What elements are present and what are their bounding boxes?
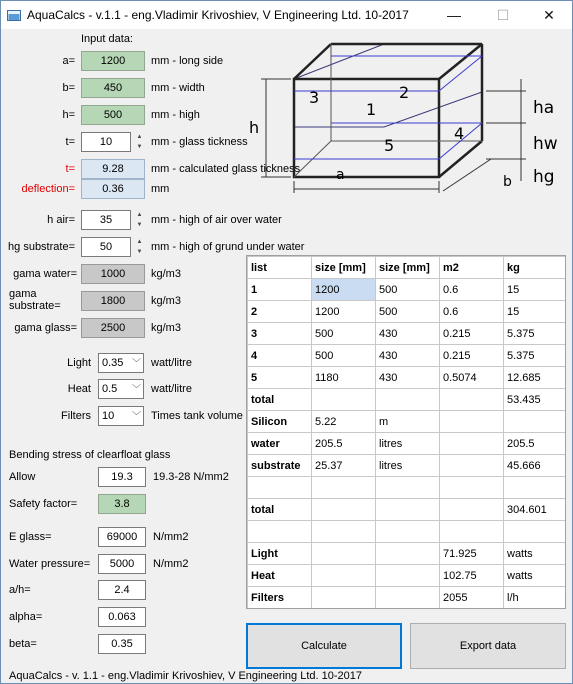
table-cell[interactable]: water xyxy=(248,433,312,455)
minimize-icon: — xyxy=(447,7,461,23)
table-row[interactable] xyxy=(248,499,567,521)
spin-down-icon[interactable]: ▼ xyxy=(136,222,143,228)
alpha-value: 0.063 xyxy=(98,607,146,627)
table-cell[interactable]: 430 xyxy=(376,323,440,345)
table-row[interactable] xyxy=(248,345,567,367)
gama-substrate-field[interactable]: 1800 xyxy=(81,291,145,311)
table-cell[interactable] xyxy=(248,477,312,499)
table-cell[interactable]: 0.5074 xyxy=(440,367,504,389)
gama-water-unit: kg/m3 xyxy=(151,268,181,280)
window-title: AquaCalcs - v.1.1 - eng.Vladimir Krivoshiev, V Engineering Ltd. 10-2017 xyxy=(27,8,409,22)
table-cell[interactable]: 2 xyxy=(248,301,312,323)
t-label: t= xyxy=(65,136,75,148)
safety-value: 3.8 xyxy=(98,494,146,514)
table-cell[interactable] xyxy=(376,499,440,521)
table-cell[interactable]: substrate xyxy=(248,455,312,477)
table-cell[interactable]: 0.6 xyxy=(440,301,504,323)
t-unit: mm - glass tickness xyxy=(151,136,248,148)
results-grid xyxy=(247,256,566,609)
input-data-header: Input data: xyxy=(81,33,133,45)
spin-up-icon[interactable]: ▲ xyxy=(136,239,143,245)
results-table[interactable] xyxy=(246,255,566,609)
table-row[interactable] xyxy=(248,411,567,433)
table-cell[interactable]: litres xyxy=(376,455,440,477)
table-row[interactable] xyxy=(248,587,567,609)
h-air-unit: mm - high of air over water xyxy=(151,214,282,226)
table-cell[interactable]: l/h xyxy=(504,587,567,609)
alpha-label: alpha= xyxy=(9,611,43,623)
e-glass-field[interactable]: 69000 xyxy=(98,527,146,547)
light-unit: watt/litre xyxy=(151,357,192,369)
table-header-cell[interactable]: size [mm] xyxy=(312,257,376,279)
table-cell[interactable] xyxy=(248,521,312,543)
chevron-down-icon: ﹀ xyxy=(131,411,141,421)
table-cell[interactable] xyxy=(312,543,376,565)
table-cell[interactable]: 430 xyxy=(376,345,440,367)
table-cell[interactable] xyxy=(312,521,376,543)
close-button[interactable] xyxy=(526,1,572,29)
h-label: h= xyxy=(62,109,75,121)
table-cell[interactable] xyxy=(440,433,504,455)
hg-spin[interactable] xyxy=(134,237,145,257)
table-cell[interactable]: Silicon xyxy=(248,411,312,433)
table-cell[interactable]: 500 xyxy=(376,279,440,301)
table-cell[interactable] xyxy=(312,389,376,411)
side-2-label: 2 xyxy=(399,83,410,102)
aquarium-diagram xyxy=(241,41,571,241)
allow-range: 19.3-28 N/mm2 xyxy=(153,471,229,483)
filters-select[interactable] xyxy=(98,406,144,426)
deflection-label: deflection= xyxy=(21,183,75,195)
table-cell[interactable] xyxy=(440,521,504,543)
table-cell[interactable]: 5.22 xyxy=(312,411,376,433)
table-cell[interactable]: watts xyxy=(504,543,567,565)
filters-label: Filters xyxy=(61,410,91,422)
spin-down-icon[interactable]: ▼ xyxy=(136,144,143,150)
h-air-label: h air= xyxy=(47,214,75,226)
table-cell[interactable] xyxy=(504,521,567,543)
table-cell[interactable] xyxy=(440,411,504,433)
t-stepper[interactable]: 10 xyxy=(81,132,131,152)
table-row[interactable] xyxy=(248,455,567,477)
b-unit: mm - width xyxy=(151,82,205,94)
table-cell[interactable]: total xyxy=(248,389,312,411)
table-cell[interactable] xyxy=(376,565,440,587)
table-cell[interactable]: Filters xyxy=(248,587,312,609)
allow-field[interactable]: 19.3 xyxy=(98,467,146,487)
table-cell[interactable]: 3 xyxy=(248,323,312,345)
side-4-label: 4 xyxy=(454,124,465,143)
table-header-row xyxy=(248,257,567,279)
table-cell[interactable]: 45.666 xyxy=(504,455,567,477)
table-cell[interactable]: litres xyxy=(376,433,440,455)
b-label: b= xyxy=(62,82,75,94)
table-cell[interactable]: 500 xyxy=(376,301,440,323)
table-cell[interactable]: 430 xyxy=(376,367,440,389)
a-h-value: 2.4 xyxy=(98,580,146,600)
dim-hw-label: hw xyxy=(533,134,558,154)
table-cell[interactable]: 71.925 xyxy=(440,543,504,565)
light-select[interactable] xyxy=(98,353,144,373)
t-calc-label: t= xyxy=(65,163,75,175)
status-bar: AquaCalcs - v. 1.1 - eng.Vladimir Krivoshiev, V Engineering Ltd. 10-2017 xyxy=(9,670,362,682)
table-cell[interactable]: 1 xyxy=(248,279,312,301)
table-row[interactable] xyxy=(248,301,567,323)
table-row[interactable] xyxy=(248,543,567,565)
dim-a-label: a xyxy=(336,167,345,183)
a-unit: mm - long side xyxy=(151,55,224,67)
table-cell[interactable]: 53.435 xyxy=(504,389,567,411)
table-cell[interactable] xyxy=(440,389,504,411)
h-unit: mm - high xyxy=(151,109,200,121)
table-cell[interactable] xyxy=(504,411,567,433)
allow-label: Allow xyxy=(9,471,36,483)
table-row[interactable] xyxy=(248,367,567,389)
table-cell[interactable] xyxy=(440,499,504,521)
side-5-label: 5 xyxy=(384,136,395,155)
beta-value: 0.35 xyxy=(98,634,146,654)
b-field[interactable]: 450 xyxy=(81,78,145,98)
water-pressure-label: Water pressure= xyxy=(9,558,91,570)
table-cell[interactable]: m xyxy=(376,411,440,433)
water-pressure-field[interactable]: 5000 xyxy=(98,554,146,574)
bending-header: Bending stress of clearfloat glass xyxy=(9,449,171,461)
heat-label: Heat xyxy=(67,383,91,395)
a-field[interactable]: 1200 xyxy=(81,51,145,71)
gama-substrate-unit: kg/m3 xyxy=(151,295,181,307)
gama-water-label: gama water= xyxy=(13,268,77,280)
table-cell[interactable]: 1180 xyxy=(312,367,376,389)
title-bar xyxy=(1,1,572,29)
table-cell[interactable]: 0.215 xyxy=(440,345,504,367)
table-row[interactable] xyxy=(248,279,567,301)
table-cell[interactable]: 5.375 xyxy=(504,323,567,345)
h-field[interactable]: 500 xyxy=(81,105,145,125)
a-label: a= xyxy=(62,55,75,67)
table-cell[interactable]: 500 xyxy=(312,323,376,345)
gama-glass-label: gama glass= xyxy=(14,322,77,334)
table-cell[interactable]: 205.5 xyxy=(504,433,567,455)
dim-b-label: b xyxy=(503,174,512,190)
safety-label: Safety factor= xyxy=(9,498,78,510)
table-cell[interactable]: 2055 xyxy=(440,587,504,609)
t-calc-unit: mm - calculated glass tickness xyxy=(151,163,301,175)
light-select-value: 0.35 xyxy=(102,357,124,369)
table-cell[interactable]: Light xyxy=(248,543,312,565)
filters-select-value: 10 xyxy=(102,410,115,422)
t-calc-value: 9.28 xyxy=(81,159,145,179)
table-cell[interactable]: watts xyxy=(504,565,567,587)
table-header-cell[interactable]: m2 xyxy=(440,257,504,279)
spin-down-icon[interactable]: ▼ xyxy=(136,249,143,255)
deflection-unit: mm xyxy=(151,183,170,195)
water-pressure-unit: N/mm2 xyxy=(153,558,189,570)
table-cell[interactable] xyxy=(376,477,440,499)
light-label: Light xyxy=(67,357,91,369)
table-row[interactable] xyxy=(248,521,567,543)
table-cell[interactable]: 0.215 xyxy=(440,323,504,345)
gama-water-field[interactable]: 1000 xyxy=(81,264,145,284)
table-cell[interactable] xyxy=(312,477,376,499)
table-row[interactable] xyxy=(248,323,567,345)
minimize-button[interactable] xyxy=(431,1,477,29)
maximize-button[interactable] xyxy=(480,1,526,29)
table-cell[interactable]: 12.685 xyxy=(504,367,567,389)
table-cell[interactable]: 25.37 xyxy=(312,455,376,477)
table-cell[interactable] xyxy=(440,455,504,477)
table-cell[interactable] xyxy=(440,477,504,499)
gama-substrate-label-2: substrate= xyxy=(9,300,61,312)
table-row[interactable] xyxy=(248,389,567,411)
export-data-button[interactable]: Export data xyxy=(410,623,566,669)
table-header-cell[interactable]: kg xyxy=(504,257,567,279)
filters-unit: Times tank volume xyxy=(151,410,243,422)
table-cell[interactable] xyxy=(376,521,440,543)
hg-label: hg substrate= xyxy=(8,241,75,253)
e-glass-label: E glass= xyxy=(9,531,52,543)
gama-substrate-label-1: gama xyxy=(9,288,37,300)
table-cell[interactable] xyxy=(504,477,567,499)
dim-hg-label: hg xyxy=(533,167,555,187)
chevron-down-icon: ﹀ xyxy=(131,384,141,394)
side-3-label: 3 xyxy=(309,88,320,107)
table-cell[interactable]: 1200 xyxy=(312,279,376,301)
spin-up-icon[interactable]: ▲ xyxy=(136,212,143,218)
maximize-icon: ☐ xyxy=(496,6,510,23)
heat-select[interactable] xyxy=(98,379,144,399)
table-cell[interactable] xyxy=(376,389,440,411)
gama-glass-unit: kg/m3 xyxy=(151,322,181,334)
dim-ha-label: ha xyxy=(533,98,555,118)
table-cell[interactable]: 500 xyxy=(312,345,376,367)
app-icon xyxy=(7,8,21,22)
heat-unit: watt/litre xyxy=(151,383,192,395)
table-cell[interactable]: 205.5 xyxy=(312,433,376,455)
table-cell[interactable] xyxy=(376,587,440,609)
table-cell[interactable]: total xyxy=(248,499,312,521)
table-row[interactable] xyxy=(248,565,567,587)
table-cell[interactable]: 1200 xyxy=(312,301,376,323)
beta-label: beta= xyxy=(9,638,37,650)
table-cell[interactable]: 15 xyxy=(504,301,567,323)
table-cell[interactable]: 0.6 xyxy=(440,279,504,301)
h-air-spin[interactable] xyxy=(134,210,145,230)
table-cell[interactable]: 15 xyxy=(504,279,567,301)
hg-stepper[interactable]: 50 xyxy=(81,237,131,257)
table-cell[interactable]: Heat xyxy=(248,565,312,587)
table-cell[interactable] xyxy=(376,543,440,565)
chevron-down-icon: ﹀ xyxy=(131,358,141,368)
table-cell[interactable]: 304.601 xyxy=(504,499,567,521)
table-cell[interactable] xyxy=(312,499,376,521)
hg-unit: mm - high of grund under water xyxy=(151,241,305,253)
close-icon: ✕ xyxy=(543,6,555,23)
table-cell[interactable] xyxy=(312,587,376,609)
a-h-label: a/h= xyxy=(9,584,31,596)
spin-up-icon[interactable]: ▲ xyxy=(136,134,143,140)
table-cell[interactable]: 5 xyxy=(248,367,312,389)
e-glass-unit: N/mm2 xyxy=(153,531,189,543)
table-row[interactable] xyxy=(248,477,567,499)
table-cell[interactable]: 4 xyxy=(248,345,312,367)
h-air-stepper[interactable]: 35 xyxy=(81,210,131,230)
table-row[interactable] xyxy=(248,433,567,455)
calculate-button[interactable]: Calculate xyxy=(246,623,402,669)
dim-h-label: h xyxy=(249,118,260,137)
table-cell[interactable] xyxy=(312,565,376,587)
table-cell[interactable]: 102.75 xyxy=(440,565,504,587)
gama-glass-field[interactable]: 2500 xyxy=(81,318,145,338)
table-header-cell[interactable]: list xyxy=(248,257,312,279)
t-spin[interactable] xyxy=(134,132,145,152)
side-1-label: 1 xyxy=(366,100,377,119)
table-header-cell[interactable]: size [mm] xyxy=(376,257,440,279)
table-cell[interactable]: 5.375 xyxy=(504,345,567,367)
deflection-value: 0.36 xyxy=(81,179,145,199)
heat-select-value: 0.5 xyxy=(102,383,118,395)
